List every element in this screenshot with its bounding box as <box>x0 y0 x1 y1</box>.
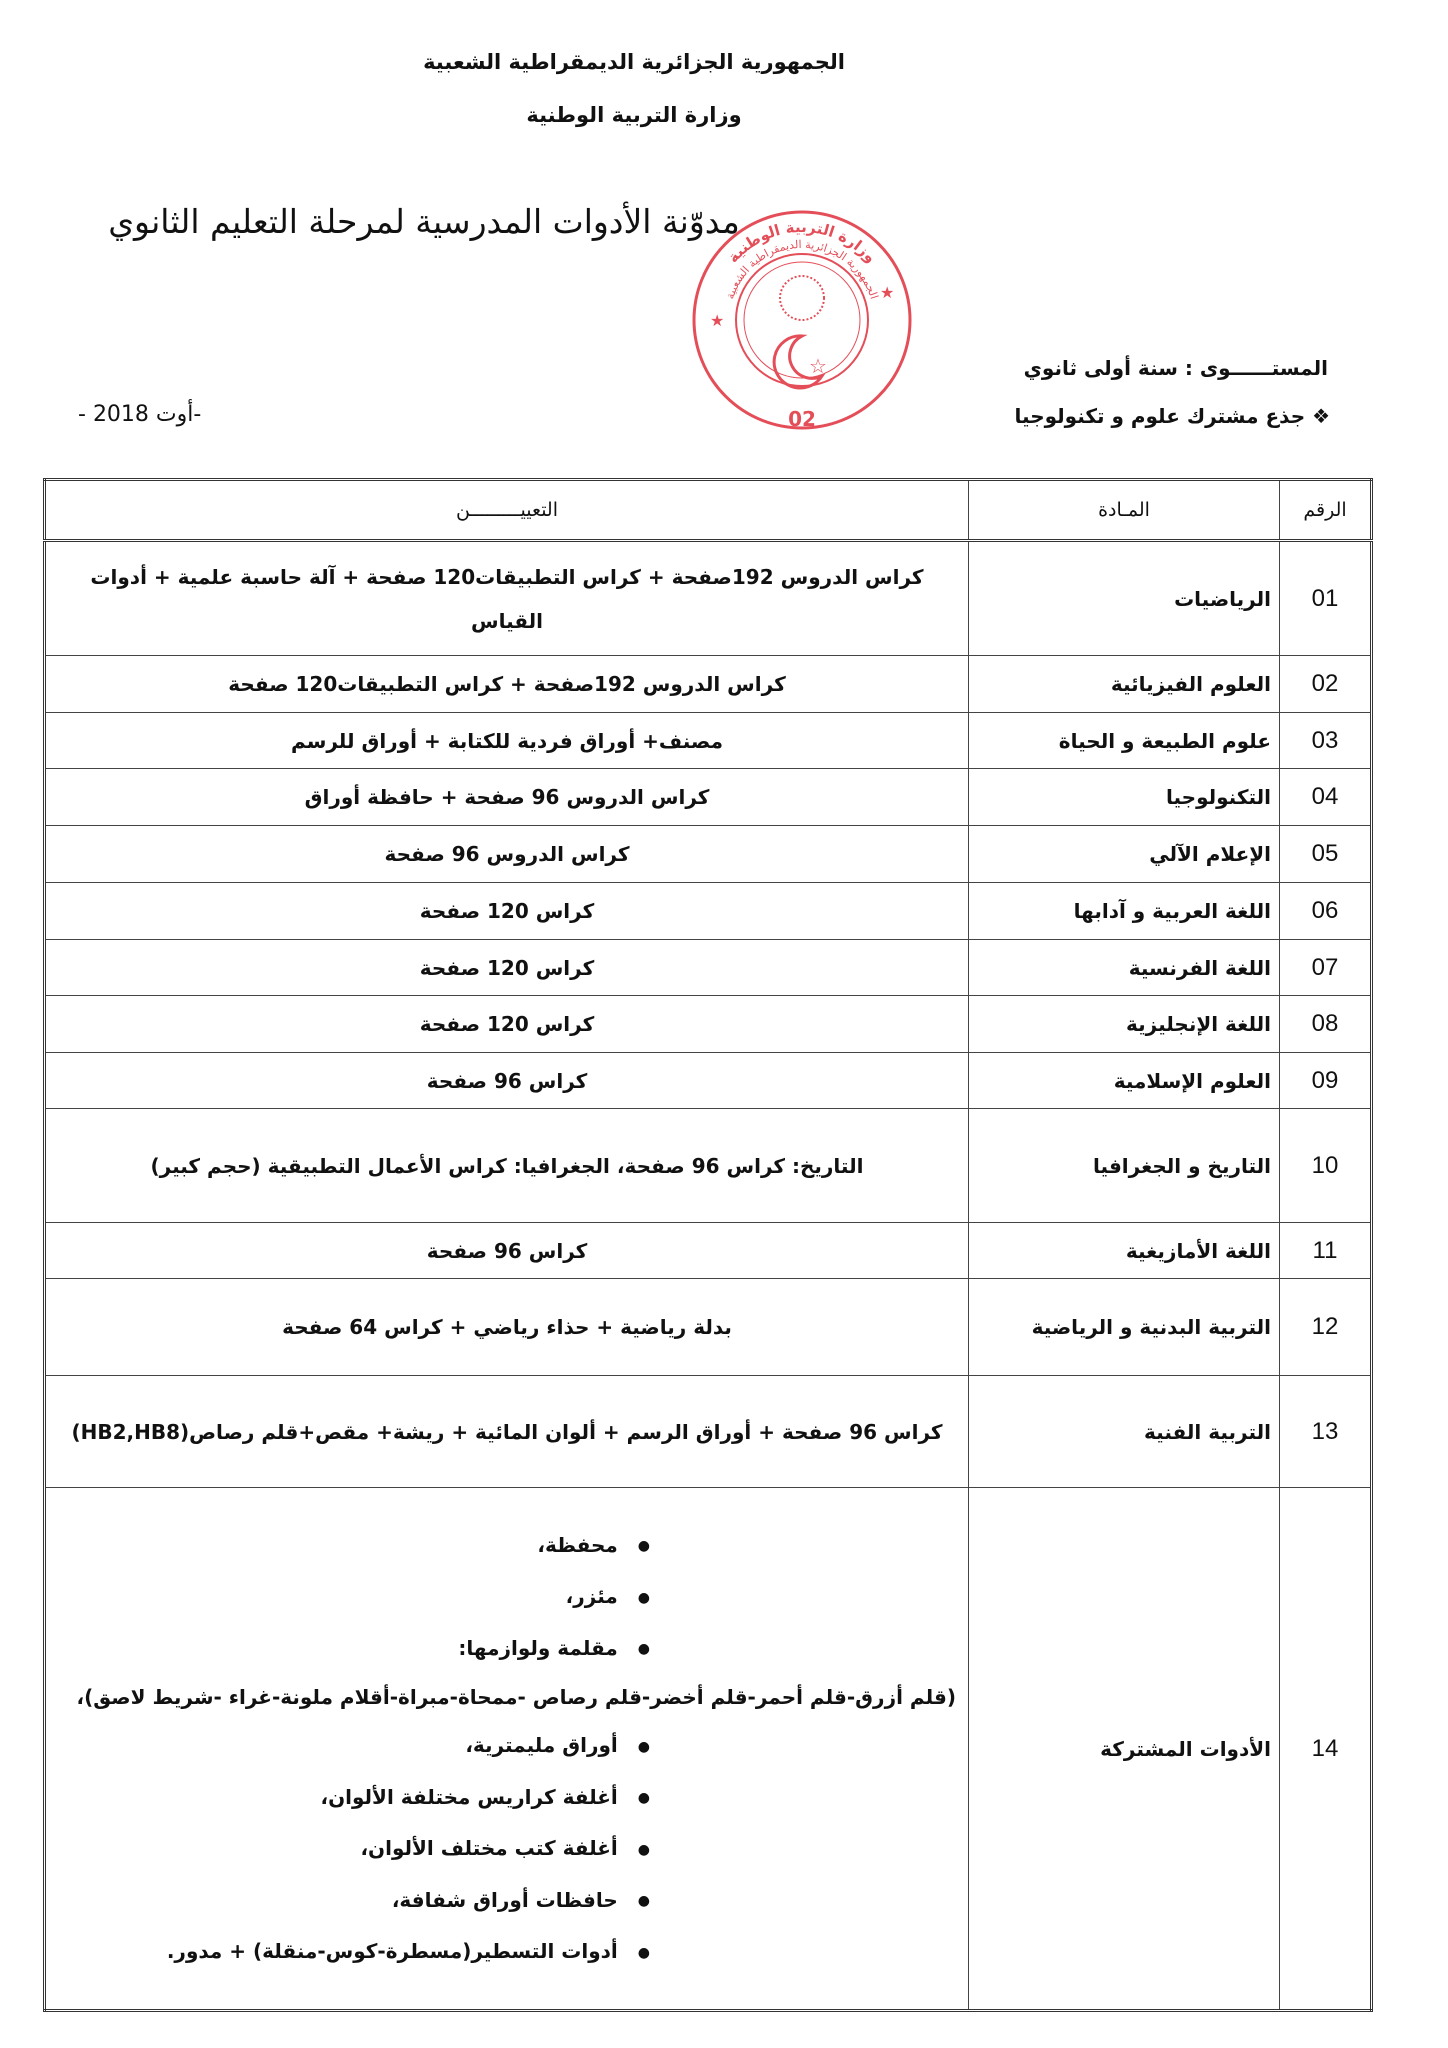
stream-text: ❖ جذع مشترك علوم و تكنولوجيا <box>1014 404 1330 428</box>
row-designation: بدلة رياضية + حذاء رياضي + كراس 64 صفحة <box>45 1279 969 1376</box>
list-item: ● أغلفة كتب مختلف الألوان، <box>54 1823 650 1875</box>
row-subject: اللغة الإنجليزية <box>969 996 1280 1053</box>
level-text: المستــــــوى : سنة أولى ثانوي <box>1023 356 1328 380</box>
row-subject: اللغة العربية و آدابها <box>969 883 1280 940</box>
row-subject: علوم الطبيعة و الحياة <box>969 713 1280 769</box>
table-row <box>45 769 1372 826</box>
row-designation <box>45 1488 969 2011</box>
republic-heading: الجمهورية الجزائرية الديمقراطية الشعبية <box>423 50 845 74</box>
table-row <box>45 1376 1372 1488</box>
row-subject: اللغة الأمازيغية <box>969 1223 1280 1279</box>
table-row <box>45 826 1372 883</box>
table-row <box>45 1109 1372 1223</box>
row-number: 14 <box>1280 1488 1372 2011</box>
list-item: ● أغلفة كراريس مختلفة الألوان، <box>54 1772 650 1824</box>
stamp-inner-text: الجمهورية الجزائرية الديمقراطية الشعبية <box>723 237 881 301</box>
row-designation: كراس 96 صفحة <box>45 1223 969 1279</box>
row-designation: كراس 96 صفحة <box>45 1053 969 1109</box>
star-icon: ★ <box>710 311 725 330</box>
table-row <box>45 1488 1372 2011</box>
header-number: الرقم <box>1280 480 1372 541</box>
stamp-outer-text: وزارة التربية الوطنية <box>724 217 880 267</box>
row-number: 01 <box>1280 541 1372 656</box>
row-designation: كراس 96 صفحة + أوراق الرسم + ألوان المائية + ريشة+ مقص+قلم رصاص(HB2,HB8) <box>45 1376 969 1488</box>
date-text: - أوت 2018- <box>78 402 202 427</box>
row-designation: التاريخ: كراس 96 صفحة، الجغرافيا: كراس الأعمال التطبيقية (حجم كبير) <box>45 1109 969 1223</box>
list-item: ● محفظة، <box>54 1520 650 1572</box>
header-designation: التعييـــــــــن <box>45 480 969 541</box>
row-designation: كراس الدروس 192صفحة + كراس التطبيقات120 صفحة + آلة حاسبة علمية + أدوات القياس <box>45 541 969 656</box>
row-subject: الأدوات المشتركة <box>969 1488 1280 2011</box>
emblem-icon <box>780 276 824 320</box>
official-stamp <box>690 208 914 432</box>
row-number: 13 <box>1280 1376 1372 1488</box>
row-designation: مصنف+ أوراق فردية للكتابة + أوراق للرسم <box>45 713 969 769</box>
row-number: 11 <box>1280 1223 1372 1279</box>
table-row <box>45 541 1372 656</box>
row-subject: التربية الفنية <box>969 1376 1280 1488</box>
row-designation: كراس 120 صفحة <box>45 883 969 940</box>
star-icon: ★ <box>880 283 895 302</box>
row-subject: الإعلام الآلي <box>969 826 1280 883</box>
row-number: 05 <box>1280 826 1372 883</box>
row-number: 02 <box>1280 656 1372 713</box>
table-row <box>45 713 1372 769</box>
row-designation: كراس 120 صفحة <box>45 996 969 1053</box>
supplies-table <box>43 478 1373 2012</box>
common-supplies-list <box>54 1520 960 1978</box>
document-title: مدوّنة الأدوات المدرسية لمرحلة التعليم الثانوي <box>108 202 740 241</box>
table-row <box>45 1279 1372 1376</box>
list-item: ● مقلمة ولوازمها: <box>54 1623 650 1675</box>
row-subject: التربية البدنية و الرياضية <box>969 1279 1280 1376</box>
row-subject: الرياضيات <box>969 541 1280 656</box>
row-number: 03 <box>1280 713 1372 769</box>
stamp-number: 02 <box>788 407 816 431</box>
row-designation: كراس 120 صفحة <box>45 940 969 996</box>
table-row <box>45 883 1372 940</box>
table-row <box>45 1223 1372 1279</box>
row-subject: العلوم الفيزيائية <box>969 656 1280 713</box>
list-item: ● مئزر، <box>54 1571 650 1623</box>
star-icon: ☆ <box>809 354 827 378</box>
row-number: 10 <box>1280 1109 1372 1223</box>
row-number: 06 <box>1280 883 1372 940</box>
row-number: 04 <box>1280 769 1372 826</box>
table-row <box>45 656 1372 713</box>
list-note: (قلم أزرق-قلم أحمر-قلم أخضر-قلم رصاص -ممحاة-مبراة-أقلام ملونة-غراء -شريط لاصق)، <box>76 1685 956 1709</box>
header-subject: المـادة <box>969 480 1280 541</box>
list-item: ● أدوات التسطير(مسطرة-كوس-منقلة) + مدور. <box>54 1926 650 1978</box>
row-subject: العلوم الإسلامية <box>969 1053 1280 1109</box>
row-number: 07 <box>1280 940 1372 996</box>
table-row <box>45 996 1372 1053</box>
row-designation: كراس الدروس 96 صفحة <box>45 826 969 883</box>
table-row <box>45 940 1372 996</box>
row-subject: التاريخ و الجغرافيا <box>969 1109 1280 1223</box>
list-item: ● حافظات أوراق شفافة، <box>54 1875 650 1927</box>
row-designation: كراس الدروس 96 صفحة + حافظة أوراق <box>45 769 969 826</box>
row-designation: كراس الدروس 192صفحة + كراس التطبيقات120 صفحة <box>45 656 969 713</box>
table-row <box>45 1053 1372 1109</box>
row-number: 08 <box>1280 996 1372 1053</box>
ministry-heading: وزارة التربية الوطنية <box>526 103 742 127</box>
row-number: 09 <box>1280 1053 1372 1109</box>
row-number: 12 <box>1280 1279 1372 1376</box>
list-item: ● أوراق مليمترية، <box>54 1720 650 1772</box>
row-subject: التكنولوجيا <box>969 769 1280 826</box>
row-subject: اللغة الفرنسية <box>969 940 1280 996</box>
